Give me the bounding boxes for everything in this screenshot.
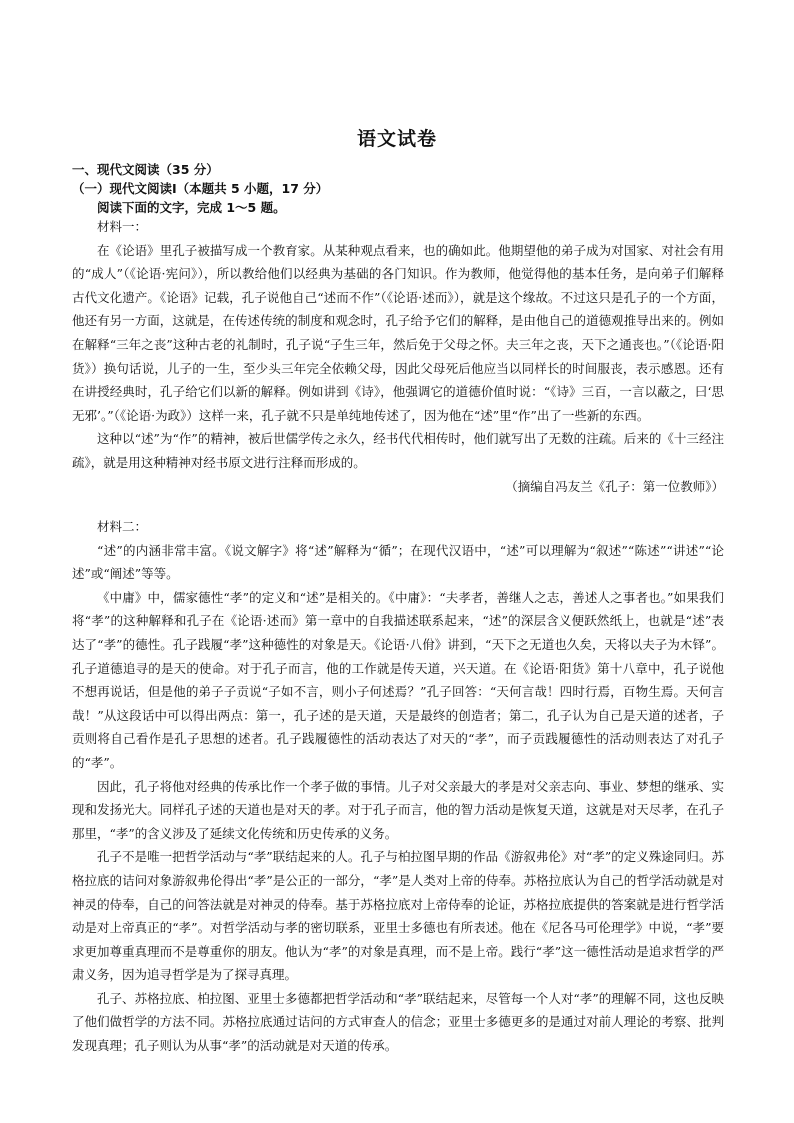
material-two-paragraph-2: 《中庸》中，儒家德性“孝”的定义和“述”是相关的。《中庸》：“夫孝者，善继人之志，善述人之事者也。”如果我们将“孝”的这种解释和孔子在《论语·述而》第一章中的自我描述联系起来，“述”的深层含义便跃然纸上，也就是“述”表达了“孝”的德性。孔子践履“孝”这种德性的对象是天。《论语·八佾》讲到，“天下之无道也久矣，天将以夫子为木铎”。孔子道德追寻的是天的使命。对于孔子而言，他的工作就是传天道，兴天道。在《论语·阳货》第十八章中，孔子说他不想再说话，但是他的弟子子贡说“子如不言，则小子何述焉？”孔子回答：“天何言哉！四时行焉，百物生焉。天何言哉！”从这段话中可以得出两点：第一，孔子述的是天道，天是最终的创造者；第二，孔子认为自己是天道的述者，子贡则将自己看作是孔子思想的述者。孔子践履德性的活动表达了对天的“孝”，而子贡践履德性的活动则表达了对孔子的“孝”。 <box>72 589 724 770</box>
material-two-label: 材料二： <box>97 519 148 534</box>
material-two-paragraph-4: 孔子不是唯一把哲学活动与“孝”联结起来的人。孔子与柏拉图早期的作品《游叙弗伦》对“孝”的定义殊途同归。苏格拉底的诘问对象游叙弗伦得出“孝”是公正的一部分，“孝”是人类对上帝的侍奉。苏格拉底认为自己的哲学活动就是对神灵的侍奉，自己的问答法就是对神灵的侍奉。基于苏格拉底对上帝侍奉的论证，苏格拉底提供的答案就是进行哲学活动是对上帝真正的“孝”。对哲学活动与孝的密切联系，亚里士多德也有所表述。他在《尼各马可伦理学》中说，“孝”要求更加尊重真理而不是尊重你的朋友。他认为“孝”的对象是真理，而不是上帝。践行“孝”这一德性活动是追求哲学的严肃义务，因为追寻哲学是为了探寻真理。 <box>72 849 724 983</box>
section-header-block <box>72 160 724 217</box>
material-one-source: （摘编自冯友兰《孔子：第一位教师》） <box>505 478 724 494</box>
material-two-paragraph-5: 孔子、苏格拉底、柏拉图、亚里士多德都把哲学活动和“孝”联结起来，尽管每一个人对“孝”的理解不同，这也反映了他们做哲学的方法不同。苏格拉底通过诘问的方式审查人的信念；亚里士多德更多的是通过对前人理论的考察、批判发现真理；孔子则认为从事“孝”的活动就是对天道的传承。 <box>72 990 724 1054</box>
page-title: 语文试卷 <box>356 128 437 150</box>
material-one-label: 材料一： <box>97 219 148 234</box>
material-one-paragraph-1: 在《论语》里孔子被描写成一个教育家。从某种观点看来，也的确如此。他期望他的弟子成为对国家、对社会有用的“成人”（《论语·宪问》），所以教给他们以经典为基础的各门知识。作为教师，他觉得他的基本任务，是向弟子们解释古代文化遗产。《论语》记载，孔子说他自己“述而不作”（《论语·述而》），就是这个缘故。不过这只是孔子的一个方面，他还有另一方面，这就是，在传述传统的制度和观念时，孔子给予它们的解释，是由他自己的道德观推导出来的。例如在解释“三年之丧”这种古老的礼制时，孔子说“子生三年，然后免于父母之怀。夫三年之丧，天下之通丧也。”（《论语·阳货》）换句话说，儿子的一生，至少头三年完全依赖父母，因此父母死后他应当以同样长的时间服丧，表示感恩。还有在讲授经典时，孔子给它们以新的解释。例如讲到《诗》，他强调它的道德价值时说：“《诗》三百，一言以蔽之，曰‘思无邪’。”（《论语·为政》）这样一来，孔子就不只是单纯地传述了，因为他在“述”里“作”出了一些新的东西。 <box>72 242 724 423</box>
section-heading: 一、现代文阅读（35 分） <box>72 162 219 177</box>
subsection-heading: （一）现代文阅读Ⅰ（本题共 5 小题，17 分） <box>72 181 329 196</box>
material-one-paragraph-2: 这种以“述”为“作”的精神，被后世儒学传之永久，经书代代相传时，他们就写出了无数的注疏。后来的《十三经注疏》，就是用这种精神对经书原文进行注释而形成的。 <box>72 431 724 470</box>
reading-instruction: 阅读下面的文字，完成 1～5 题。 <box>97 200 286 215</box>
material-two <box>72 515 724 1058</box>
material-two-paragraph-1: “述”的内涵非常丰富。《说文解字》将“述”解释为“循”；在现代汉语中，“述”可以理解为“叙述”“陈述”“讲述”“论述”或“阐述”等等。 <box>72 542 724 582</box>
material-two-paragraph-3: 因此，孔子将他对经典的传承比作一个孝子做的事情。儿子对父亲最大的孝是对父亲志向、事业、梦想的继承、实现和发扬光大。同样孔子述的天道也是对天的孝。对于孔子而言，他的智力活动是恢复天道，这就是对天尽孝，在孔子那里，“孝”的含义涉及了延续文化传统和历史传承的义务。 <box>72 778 724 841</box>
material-one <box>72 215 724 498</box>
